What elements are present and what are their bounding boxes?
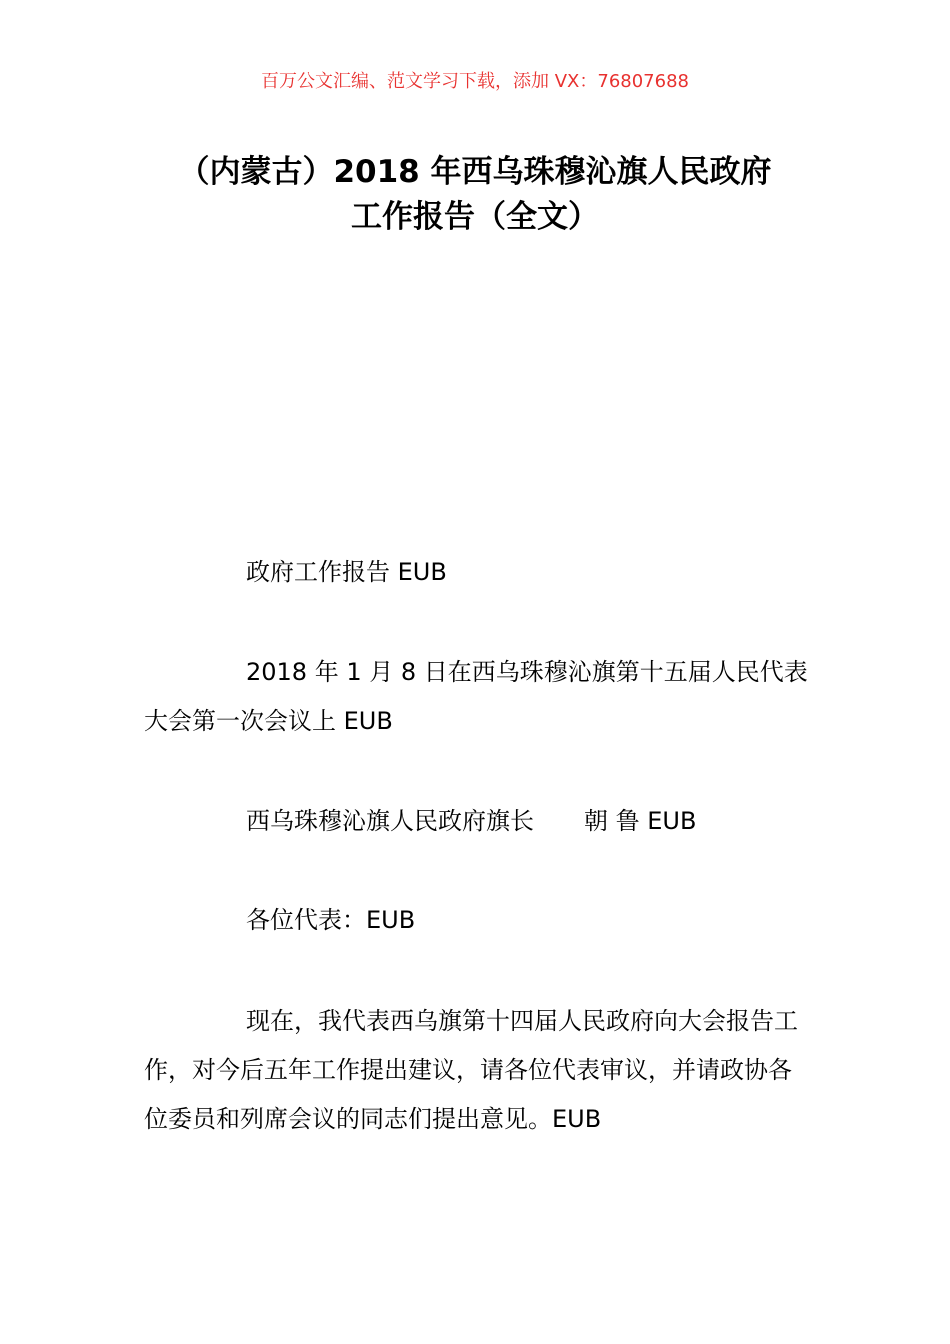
title-line-1: （内蒙古）2018 年西乌珠穆沁旗人民政府 <box>178 154 772 190</box>
title-line-2: 工作报告（全文） <box>351 199 599 235</box>
paragraph-salutation: 各位代表：EUB <box>246 906 416 934</box>
speaker-role: 西乌珠穆沁旗人民政府旗长 <box>246 807 534 835</box>
header-notice: 百万公文汇编、范文学习下载，添加 VX：76807688 <box>261 71 689 92</box>
paragraph-opening: 现在，我代表西乌旗第十四届人民政府向大会报告工作，对今后五年工作提出建议，请各位代表审议，并请政协各位委员和列席会议的同志们提出意见。EUB <box>144 1007 798 1133</box>
paragraph-meeting-date: 2018 年 1 月 8 日在西乌珠穆沁旗第十五届人民代表大会第一次会议上 EUB <box>144 658 808 735</box>
paragraph-speaker <box>144 797 814 846</box>
paragraph-report-heading: 政府工作报告 EUB <box>246 558 447 586</box>
speaker-name: 朝 鲁 EUB <box>584 807 697 835</box>
document-title <box>0 150 950 240</box>
